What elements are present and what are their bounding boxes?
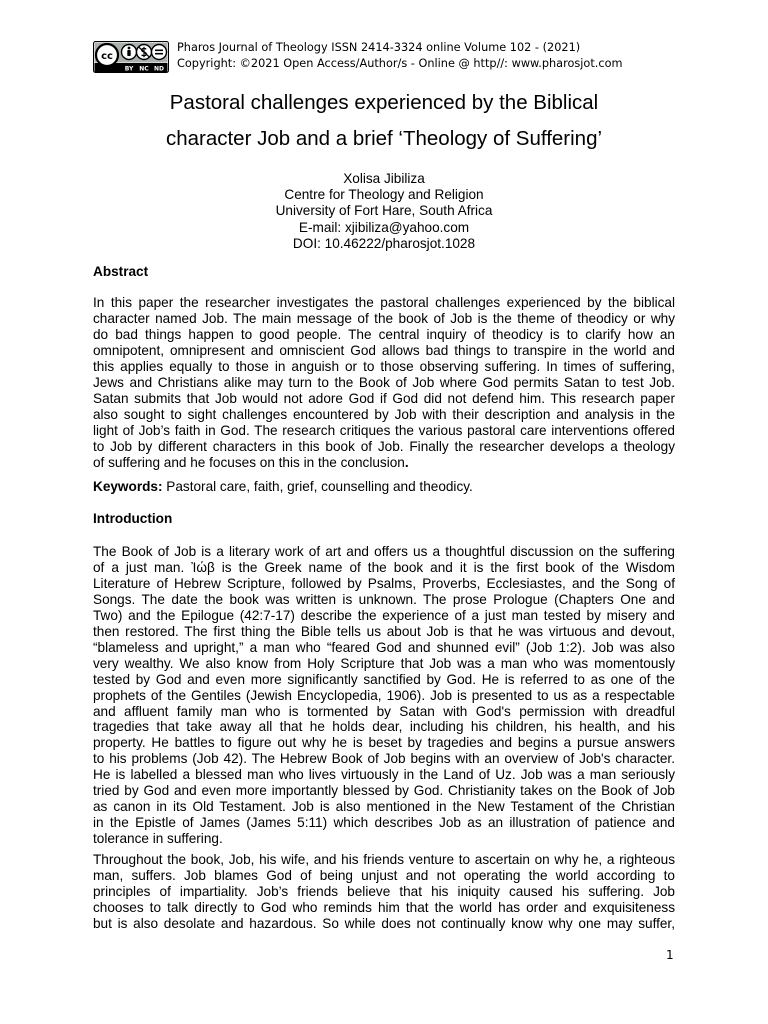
author-email: E-mail: xjibiliza@yahoo.com [298,219,470,235]
text-line: of a just man. Ἰώβ is the Greek name of the book and it is the first book of the Wisdom [93,559,675,575]
license-badge-label: BY [124,65,134,73]
cc-by-nc-nd-license-icon [93,41,169,73]
text-line: tolerance in suffering. [93,831,223,847]
text-line: this applies equally to those in anguish or to those observing suffering. In times of suffering, [93,358,675,374]
introduction-paragraph-2 [93,852,675,932]
introduction-paragraph-1 [93,544,675,847]
copyright-line: Copyright: ©2021 Open Access/Author/s - Online @ http//: www.pharosjot.com [177,57,623,70]
journal-issn-line: Pharos Journal of Theology ISSN 2414-3324 online Volume 102 - (2021) [177,41,581,54]
author-block [150,171,618,252]
license-badge-label: NC [139,65,149,73]
text-line: tragedies that take away all that he holds dear, including his children, his health, and his [93,719,675,735]
license-badge-label: cc [101,51,113,62]
text-line: and affluent family man who is tormented by Satan with God's permission with dreadful [93,703,675,719]
author-name: Xolisa Jibiliza [343,171,425,186]
paper-title [60,85,708,157]
text-line: tried by God and even more importantly blessed by God. Christianity takes on the Book of Job [93,783,675,799]
title-line-2: character Job and a brief ‘Theology of Suffering’ [165,127,603,150]
text-line: Throughout the book, Job, his wife, and his friends venture to ascertain on why he, a righteous [93,852,675,867]
text-line: but is also desolate and hazardous. So while does not continually know why one may suffer, [93,915,675,931]
title-line-1: Pastoral challenges experienced by the Biblical [169,91,599,114]
text-line: also sought to sight challenges encountered by Job with their description and analysis in the [93,406,675,422]
text-line: Songs. The date the book was written is unknown. The prose Prologue (Chapters One and [93,591,675,607]
text-line: tested by God and even more significantly sanctified by God. He is referred to as one of the [93,671,675,687]
text-line: He is labelled a blessed man who lives virtuously in the Land of Uz. Job was a man seriously [93,767,675,783]
text-line: In this paper the researcher investigates the pastoral challenges experienced by the biblical [93,295,675,310]
text-line: chooses to talk directly to God who reminds him that the world has order and exquisiteness [93,899,675,915]
text-line: The Book of Job is a literary work of art and offers us a thoughtful discussion on the suffering [93,544,675,559]
text-line: in the Epistle of James (James 5:11) which describes Job as an illustration of patience and [93,815,675,831]
text-line: character named Job. The main message of the book of Job is the theme of theodicy or why [93,310,675,326]
keywords-text: Pastoral care, faith, grief, counselling and theodicy. [166,479,473,494]
text-line: very wealthy. We also know from Holy Scripture that Job was a man who was momentously [93,655,675,671]
author-affiliation-centre: Centre for Theology and Religion [284,187,484,203]
text-line: then restored. The first thing the Bible tells us about Job is that he was virtuous and devout, [93,623,675,639]
bold-period: . [404,454,409,470]
license-badge-label: ND [153,65,165,73]
text-line: Two) and the Epilogue (42:7-17) describe the experience of a just man tested by misery and [93,607,675,623]
text-line: Literature of Hebrew Scripture, followed by Psalms, Proverbs, Ecclesiastes, and the Song of [93,575,675,591]
text-line: do bad things happen to good people. The central inquiry of theodicy is to clarify how an [93,326,675,342]
abstract-heading: Abstract [93,264,149,279]
text-line: man, suffers. Job blames God of being unjust and not operating the world according to [93,867,675,883]
text-line: Satan submits that Job would not adore God if God did not defend him. This research paper [93,390,675,406]
text-line: principles of impartiality. Job’s friends believe that his iniquity caused his suffering. Job [93,883,675,899]
text-line: prophets of the Gentiles (Jewish Encyclopedia, 1906). Job is presented to us as a respectable [93,687,675,703]
abstract-paragraph [93,295,675,470]
keywords-line [93,479,473,494]
text-line: “blameless and upright,” a man who “feared God and shunned evil” (Job 1:2). Job was also [93,639,675,655]
text-line: as canon in its Old Testament. Job is also mentioned in the New Testament of the Christian [93,799,675,815]
text-line: to Job by different characters in this book of Job. Finally the researcher develops a theology [93,438,675,454]
text-line: light of Job’s faith in God. The research critiques the various pastoral care interventions offered [93,422,675,438]
paper-doi: DOI: 10.46222/pharosjot.1028 [292,235,476,251]
text-line: to his problems (Job 42). The Hebrew Book of Job begins with an overview of Job's character. [93,751,675,767]
author-affiliation-university: University of Fort Hare, South Africa [275,203,493,219]
text-line: Jews and Christians alike may turn to the Book of Job where God permits Satan to test Job. [93,374,675,390]
text-line: of suffering and he focuses on this in the conclusion. [93,454,409,470]
introduction-heading: Introduction [93,511,173,526]
keywords-label: Keywords: [93,479,163,494]
text-line: property. He battles to figure out why he is beset by tragedies and begins a pursue answers [93,735,675,751]
page-number: 1 [666,948,674,962]
text-line: omnipotent, omnipresent and omniscient God allows bad things to transpire in the world and [93,342,675,358]
journal-header [93,41,693,75]
